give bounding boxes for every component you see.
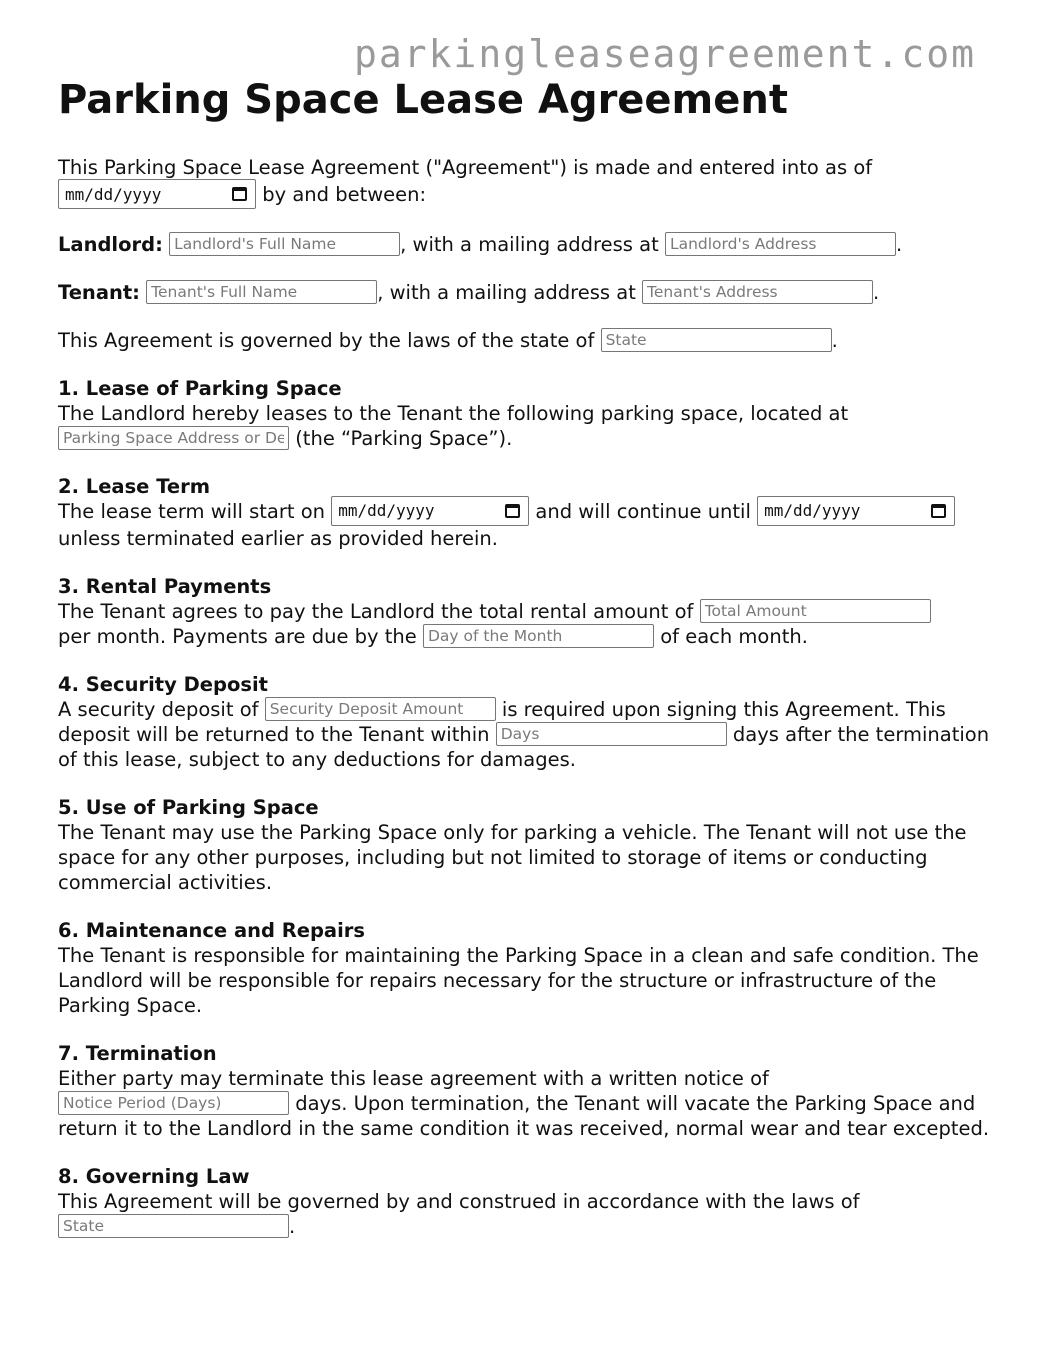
calendar-icon[interactable] bbox=[931, 504, 946, 518]
section-6-heading: 6. Maintenance and Repairs bbox=[58, 919, 365, 942]
governed-end: . bbox=[831, 329, 838, 352]
section-4-heading: 4. Security Deposit bbox=[58, 673, 268, 696]
section-6-text: The Tenant is responsible for maintaining the Parking Space in a clean and safe condition. The Landlord will be responsible for repairs necessary for the structure or infrastructure of the Parking Space. bbox=[58, 944, 979, 1017]
tenant-line bbox=[58, 280, 1008, 305]
tenant-mid-text: , with a mailing address at bbox=[377, 281, 636, 304]
section-2-text-2: and will continue until bbox=[535, 500, 751, 523]
governing-law-state-input[interactable] bbox=[58, 1214, 289, 1238]
section-1-heading: 1. Lease of Parking Space bbox=[58, 377, 342, 400]
section-1-text-2: (the “Parking Space”). bbox=[295, 427, 513, 450]
tenant-end: . bbox=[873, 281, 880, 304]
intro-text: This Parking Space Lease Agreement ("Agreement") is made and entered into as of bbox=[58, 156, 873, 179]
governed-line bbox=[58, 328, 1008, 353]
section-1-text: The Landlord hereby leases to the Tenant the following parking space, located at bbox=[58, 402, 849, 425]
landlord-label: Landlord: bbox=[58, 233, 163, 256]
total-amount-input[interactable] bbox=[700, 599, 931, 623]
page-title: Parking Space Lease Agreement bbox=[58, 77, 788, 123]
section-2-heading: 2. Lease Term bbox=[58, 475, 211, 498]
landlord-address-input[interactable] bbox=[665, 232, 896, 256]
parking-space-address-input[interactable] bbox=[58, 426, 289, 450]
section-7-heading: 7. Termination bbox=[58, 1042, 217, 1065]
section-1 bbox=[58, 376, 1008, 451]
tenant-address-input[interactable] bbox=[642, 280, 873, 304]
notice-period-input[interactable] bbox=[58, 1091, 289, 1115]
agreement-date-field[interactable] bbox=[58, 179, 256, 209]
section-8 bbox=[58, 1164, 1008, 1239]
governed-state-input[interactable] bbox=[601, 328, 832, 352]
section-2-text: The lease term will start on bbox=[58, 500, 326, 523]
section-4-text-2: is required upon signing this Agreement. This deposit will be returned to the Tenant within bbox=[58, 698, 946, 746]
section-3-text: The Tenant agrees to pay the Landlord the total rental amount of bbox=[58, 600, 694, 623]
calendar-icon[interactable] bbox=[232, 187, 247, 201]
section-5 bbox=[58, 795, 1008, 895]
intro-text-2: by and between: bbox=[262, 183, 427, 206]
section-3-heading: 3. Rental Payments bbox=[58, 575, 272, 598]
calendar-icon[interactable] bbox=[505, 504, 520, 518]
date-format: mm/dd/yyyy bbox=[764, 501, 861, 520]
section-3 bbox=[58, 574, 1008, 649]
section-7-text: Either party may terminate this lease agreement with a written notice of bbox=[58, 1067, 769, 1090]
section-7-text-2: days. Upon termination, the Tenant will vacate the Parking Space and return it to the Landlord in the same condition it was received, normal wear and tear excepted. bbox=[58, 1092, 990, 1140]
lease-start-date-field[interactable] bbox=[331, 496, 529, 526]
section-8-heading: 8. Governing Law bbox=[58, 1165, 250, 1188]
tenant-label: Tenant: bbox=[58, 281, 140, 304]
section-5-text: The Tenant may use the Parking Space only for parking a vehicle. The Tenant will not use the space for any other purposes, including but not limited to storage of items or conducting commercial activities. bbox=[58, 821, 967, 894]
landlord-end: . bbox=[895, 233, 903, 256]
section-4 bbox=[58, 672, 1008, 772]
date-format: mm/dd/yyyy bbox=[65, 185, 162, 204]
section-4-text-3: days after the termination of this lease, subject to any deductions for damages. bbox=[58, 723, 990, 771]
landlord-name-input[interactable] bbox=[169, 232, 400, 256]
section-7 bbox=[58, 1041, 1008, 1141]
landlord-mid-text: , with a mailing address at bbox=[400, 233, 659, 256]
intro-paragraph bbox=[58, 154, 1008, 209]
section-8-end: . bbox=[289, 1215, 296, 1238]
section-5-heading: 5. Use of Parking Space bbox=[58, 796, 319, 819]
section-3-text-3: of each month. bbox=[660, 625, 808, 648]
lease-end-date-field[interactable] bbox=[757, 496, 955, 526]
section-3-text-2: per month. Payments are due by the bbox=[58, 625, 417, 648]
tenant-name-input[interactable] bbox=[146, 280, 377, 304]
date-format: mm/dd/yyyy bbox=[338, 501, 435, 520]
section-6 bbox=[58, 918, 1008, 1018]
section-4-text: A security deposit of bbox=[58, 698, 259, 721]
governed-text: This Agreement is governed by the laws of the state of bbox=[58, 329, 595, 352]
landlord-line bbox=[58, 232, 1008, 257]
deposit-return-days-input[interactable] bbox=[496, 722, 727, 746]
watermark: parkingleaseagreement.com bbox=[354, 32, 976, 76]
section-2-text-3: unless terminated earlier as provided herein. bbox=[58, 527, 498, 550]
security-deposit-input[interactable] bbox=[265, 697, 496, 721]
day-of-month-input[interactable] bbox=[423, 624, 654, 648]
document bbox=[58, 74, 1008, 1262]
section-8-text: This Agreement will be governed by and construed in accordance with the laws of bbox=[58, 1190, 860, 1213]
section-2 bbox=[58, 474, 1008, 551]
